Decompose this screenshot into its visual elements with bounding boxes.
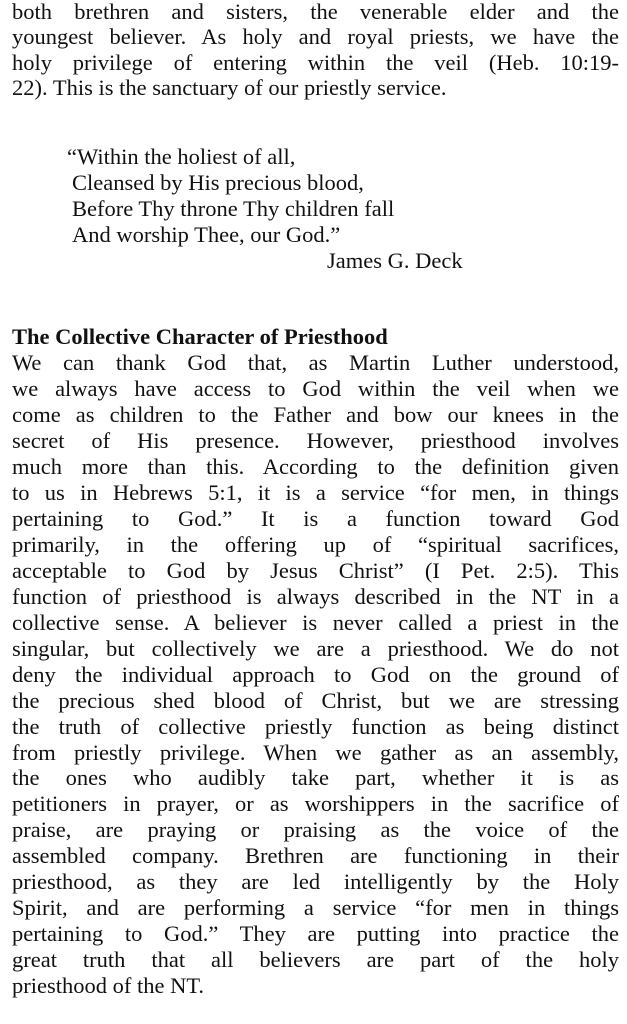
body-line: pertaining to God.” It is a function toward God xyxy=(12,506,619,531)
body-line: the truth of collective priestly function as being distinct xyxy=(12,714,619,739)
intro-line: 22). This is the sanctuary of our priestly service. xyxy=(12,75,447,100)
body-line: singular, but collectively we are a priesthood. We do not xyxy=(12,636,619,661)
body-line: much more than this. According to the definition given xyxy=(12,454,619,479)
body-line: We can thank God that, as Martin Luther understood, xyxy=(12,350,619,375)
body-line: collective sense. A believer is never called a priest in the xyxy=(12,610,619,635)
intro-line: youngest believer. As holy and royal priests, we have the xyxy=(12,24,619,49)
body-line: we always have access to God within the veil when we xyxy=(12,376,619,401)
body-line: the precious shed blood of Christ, but we are stressing xyxy=(12,688,619,713)
body-line: secret of His presence. However, priesthood involves xyxy=(12,428,619,453)
section-heading: The Collective Character of Priesthood xyxy=(12,324,388,349)
poem-line: And worship Thee, our God.” xyxy=(72,222,341,247)
body-line: pertaining to God.” They are putting into practice the xyxy=(12,921,619,946)
body-line: come as children to the Father and bow our knees in the xyxy=(12,402,619,427)
intro-line: holy privilege of entering within the veil (Heb. 10:19- xyxy=(12,50,619,75)
intro-line: both brethren and sisters, the venerable elder and the xyxy=(12,0,619,24)
poem-line: Before Thy throne Thy children fall xyxy=(72,196,395,221)
body-line: great truth that all believers are part of the holy xyxy=(12,947,619,972)
body-line: priesthood of the NT. xyxy=(12,973,205,998)
body-line: praise, are praying or praising as the voice of the xyxy=(12,817,619,842)
body-line: primarily, in the offering up of “spiritual sacrifices, xyxy=(12,532,619,557)
body-line: Spirit, and are performing a service “for men in things xyxy=(12,895,619,920)
body-line: to us in Hebrews 5:1, it is a service “for men, in things xyxy=(12,480,619,505)
body-line: from priestly privilege. When we gather as an assembly, xyxy=(12,740,619,765)
body-line: the ones who audibly take part, whether it is as xyxy=(12,765,619,790)
body-line: petitioners in prayer, or as worshippers in the sacrifice of xyxy=(12,791,619,816)
poem-line: “Within the holiest of all, xyxy=(67,144,296,169)
body-line: priesthood, as they are led intelligently by the Holy xyxy=(12,869,619,894)
poem-attribution: James G. Deck xyxy=(327,248,463,273)
poem-line: Cleansed by His precious blood, xyxy=(72,170,364,195)
body-line: acceptable to God by Jesus Christ” (I Pet. 2:5). This xyxy=(12,558,619,583)
body-line: assembled company. Brethren are functioning in their xyxy=(12,843,619,868)
body-line: deny the individual approach to God on the ground of xyxy=(12,662,619,687)
body-line: function of priesthood is always described in the NT in a xyxy=(12,584,619,609)
